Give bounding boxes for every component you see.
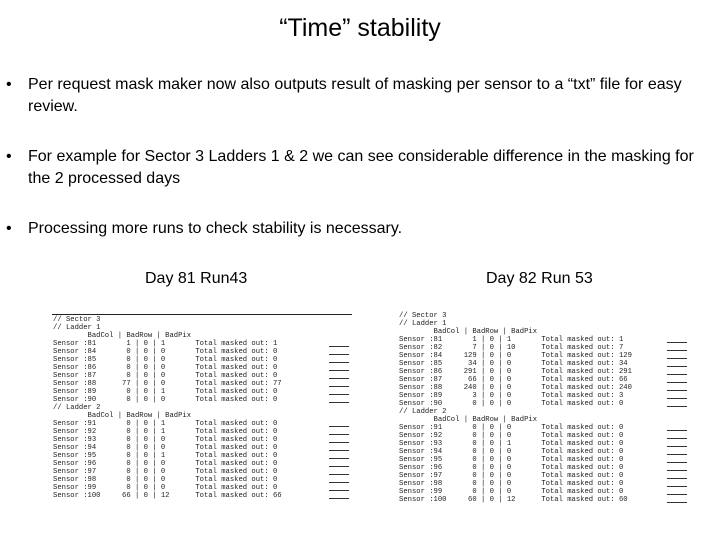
row-dash-marker: [667, 350, 687, 351]
code-line: Sensor :88 77 | 0 | 0 Total masked out: 77: [53, 380, 282, 388]
bullet-text: Per request mask maker now also outputs result of masking per sensor to a “txt” file for easy review.: [28, 76, 682, 115]
code-line: // Sector 3: [399, 312, 447, 320]
row-dash-marker: [667, 486, 687, 487]
row-dash-marker: [667, 358, 687, 359]
row-dash-marker: [329, 346, 349, 347]
code-line: Sensor :88 240 | 0 | 0 Total masked out: 240: [399, 384, 632, 392]
code-line: Sensor :94 0 | 0 | 0 Total masked out: 0: [399, 448, 624, 456]
row-dash-marker: [329, 426, 349, 427]
row-dash-marker: [329, 402, 349, 403]
row-dash-marker: [329, 458, 349, 459]
code-line: Sensor :98 0 | 0 | 0 Total masked out: 0: [399, 480, 624, 488]
code-line: Sensor :81 1 | 0 | 1 Total masked out: 1: [399, 336, 624, 344]
code-line: Sensor :99 0 | 0 | 0 Total masked out: 0: [53, 484, 278, 492]
slide-title: “Time” stability: [279, 14, 441, 42]
code-line: // Ladder 2: [53, 404, 101, 412]
row-dash-marker: [329, 394, 349, 395]
code-line: Sensor :90 0 | 0 | 0 Total masked out: 0: [53, 396, 278, 404]
code-line: Sensor :92 0 | 0 | 1 Total masked out: 0: [53, 428, 278, 436]
row-dash-marker: [667, 438, 687, 439]
code-line: Sensor :89 3 | 0 | 0 Total masked out: 3: [399, 392, 624, 400]
code-line: BadCol | BadRow | BadPix: [53, 412, 192, 420]
code-line: Sensor :91 0 | 0 | 1 Total masked out: 0: [53, 420, 278, 428]
code-line: Sensor :100 60 | 0 | 12 Total masked out: 60: [399, 496, 628, 504]
row-dash-marker: [329, 490, 349, 491]
row-dash-marker: [667, 454, 687, 455]
code-line: Sensor :96 0 | 0 | 0 Total masked out: 0: [53, 460, 278, 468]
code-line: Sensor :89 0 | 0 | 1 Total masked out: 0: [53, 388, 278, 396]
row-dash-marker: [329, 442, 349, 443]
code-line: // Ladder 1: [399, 320, 447, 328]
code-line: Sensor :90 0 | 0 | 0 Total masked out: 0: [399, 400, 624, 408]
code-line: Sensor :97 0 | 0 | 0 Total masked out: 0: [399, 472, 624, 480]
code-line: Sensor :93 0 | 0 | 0 Total masked out: 0: [53, 436, 278, 444]
row-dash-marker: [329, 378, 349, 379]
row-dash-marker: [329, 466, 349, 467]
code-line: Sensor :87 66 | 0 | 0 Total masked out: 66: [399, 376, 628, 384]
code-line: Sensor :84 129 | 0 | 0 Total masked out: 129: [399, 352, 632, 360]
row-dash-marker: [329, 482, 349, 483]
code-line: Sensor :86 291 | 0 | 0 Total masked out: 291: [399, 368, 632, 376]
code-line: Sensor :95 0 | 0 | 0 Total masked out: 0: [399, 456, 624, 464]
code-line: Sensor :92 0 | 0 | 0 Total masked out: 0: [399, 432, 624, 440]
left-caption: Day 81 Run43: [145, 270, 248, 287]
code-line: Sensor :85 34 | 0 | 0 Total masked out: 34: [399, 360, 628, 368]
top-rule: [52, 314, 352, 315]
code-line: Sensor :96 0 | 0 | 0 Total masked out: 0: [399, 464, 624, 472]
row-dash-marker: [329, 386, 349, 387]
code-line: // Ladder 2: [399, 408, 447, 416]
row-dash-marker: [329, 474, 349, 475]
code-line: // Ladder 1: [53, 324, 101, 332]
row-dash-marker: [329, 434, 349, 435]
row-dash-marker: [329, 498, 349, 499]
row-dash-marker: [667, 470, 687, 471]
code-line: Sensor :91 0 | 0 | 0 Total masked out: 0: [399, 424, 624, 432]
row-dash-marker: [667, 462, 687, 463]
code-line: BadCol | BadRow | BadPix: [399, 328, 538, 336]
bullet-text: For example for Sector 3 Ladders 1 & 2 we can see considerable difference in the masking for the 2 processed days: [28, 148, 694, 187]
bullet-dot: •: [6, 220, 12, 237]
bullet-dot: •: [6, 148, 12, 165]
row-dash-marker: [329, 362, 349, 363]
bullet-dot: •: [6, 76, 12, 93]
right-mask-output: [399, 312, 632, 504]
code-line: Sensor :100 66 | 0 | 12 Total masked out: 66: [53, 492, 282, 500]
row-dash-marker: [329, 354, 349, 355]
row-dash-marker: [329, 370, 349, 371]
row-dash-marker: [667, 502, 687, 503]
right-caption: Day 82 Run 53: [486, 270, 593, 287]
code-line: Sensor :98 0 | 0 | 0 Total masked out: 0: [53, 476, 278, 484]
code-line: BadCol | BadRow | BadPix: [53, 332, 192, 340]
row-dash-marker: [667, 390, 687, 391]
code-line: Sensor :86 0 | 0 | 0 Total masked out: 0: [53, 364, 278, 372]
left-screenshot: [50, 312, 360, 516]
code-line: Sensor :97 0 | 0 | 0 Total masked out: 0: [53, 468, 278, 476]
row-dash-marker: [667, 398, 687, 399]
code-line: Sensor :82 7 | 0 | 10 Total masked out: 7: [399, 344, 624, 352]
code-line: Sensor :95 0 | 0 | 1 Total masked out: 0: [53, 452, 278, 460]
row-dash-marker: [667, 366, 687, 367]
row-dash-marker: [667, 430, 687, 431]
right-screenshot: [396, 312, 696, 516]
row-dash-marker: [667, 478, 687, 479]
row-dash-marker: [667, 494, 687, 495]
code-line: // Sector 3: [53, 316, 101, 324]
code-line: Sensor :94 0 | 0 | 0 Total masked out: 0: [53, 444, 278, 452]
code-line: Sensor :84 0 | 0 | 0 Total masked out: 0: [53, 348, 278, 356]
code-line: Sensor :87 0 | 0 | 0 Total masked out: 0: [53, 372, 278, 380]
code-line: BadCol | BadRow | BadPix: [399, 416, 538, 424]
row-dash-marker: [667, 382, 687, 383]
row-dash-marker: [667, 342, 687, 343]
row-dash-marker: [329, 450, 349, 451]
row-dash-marker: [667, 406, 687, 407]
left-mask-output: [53, 316, 282, 500]
code-line: Sensor :99 0 | 0 | 0 Total masked out: 0: [399, 488, 624, 496]
code-line: Sensor :81 1 | 0 | 1 Total masked out: 1: [53, 340, 278, 348]
row-dash-marker: [667, 446, 687, 447]
row-dash-marker: [667, 374, 687, 375]
bullet-text: Processing more runs to check stability is necessary.: [28, 220, 403, 237]
code-line: Sensor :93 0 | 0 | 1 Total masked out: 0: [399, 440, 624, 448]
code-line: Sensor :85 0 | 0 | 0 Total masked out: 0: [53, 356, 278, 364]
